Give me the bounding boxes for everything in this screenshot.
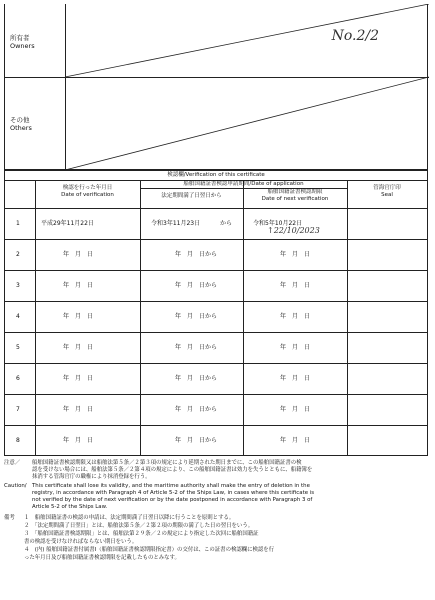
caution-label: Caution/ <box>4 483 27 489</box>
verification-date: 年 月 日 <box>63 251 94 258</box>
caution-line-3: not verified by the date of next verification or by the date postponed in accordance with Paragraph 3 of <box>32 497 313 503</box>
caution-line-2: registry, in accordance with Paragraph 4 of Article 5-2 of the Ships Law, in cases where this certificate is <box>32 490 315 496</box>
caution-line-1: This certificate shall lose its validity, and the maritime authority shall make the entry of deletion in the <box>32 483 310 489</box>
caution-line-4: Article 5-2 of the Ships Law. <box>32 504 108 510</box>
remark-line-1: １ 船舶国籍証書の検認の申請は、法定期間満了日翌日以降に行うことを原則とする。 <box>24 515 235 521</box>
verification-date: 年 月 日 <box>63 437 94 444</box>
owners-label <box>10 34 35 50</box>
application-from-date: 年 月 日から <box>175 344 218 351</box>
row-number: 4 <box>16 313 20 320</box>
header-from: 法定期間満了日翌日から <box>161 193 222 199</box>
verification-date: 年 月 日 <box>63 344 94 351</box>
next-verification-date: 年 月 日 <box>280 406 311 413</box>
others-label-en: Others <box>10 124 32 132</box>
table-row <box>5 363 427 395</box>
handwritten-page-number: No.2/2 <box>331 28 379 44</box>
application-from-date: 年 月 日から <box>175 406 218 413</box>
header-to-ja: 船舶国籍証書検認期限 <box>267 189 323 195</box>
table-row <box>5 208 427 240</box>
header-seal-ja: 管海官庁印 <box>373 185 401 191</box>
owners-label-en: Owners <box>10 42 35 50</box>
remark-line-3a: ３ 「船舶国籍証書検認期限」とは、船舶法第２９条／２の規定により指定した次回に船舶国籍証 <box>24 531 259 537</box>
header-seal-en: Seal <box>381 192 393 198</box>
remarks-label: 備考 <box>4 515 15 521</box>
header-application: 船舶国籍証書検認申請期間/Date of application <box>140 181 347 189</box>
verification-date: 年 月 日 <box>63 282 94 289</box>
note-line-2: 認を受けない場合には、船舶法第５条／２第４項の規定により、この船舶国籍証書は効力を失うとともに、船籍簿を <box>32 467 313 473</box>
next-verification-date: 年 月 日 <box>280 313 311 320</box>
table-row <box>5 239 427 271</box>
note-line-1: 船舶国籍証書検認期限又は船舶法第５条／２第３項の規定により延期された期日までに、この船舶国籍証書の検 <box>32 460 302 466</box>
header-date-en: Date of verification <box>61 192 114 198</box>
application-from-date: 年 月 日から <box>175 251 218 258</box>
table-row <box>5 394 427 426</box>
application-from-date: 年 月 日から <box>175 437 218 444</box>
verification-title: 検認欄/Verification of this certificate <box>5 171 427 181</box>
table-row <box>5 301 427 333</box>
next-verification-date: 年 月 日 <box>280 375 311 382</box>
next-verification-date: 年 月 日 <box>280 437 311 444</box>
next-verification-date: 年 月 日 <box>280 344 311 351</box>
remark-line-2: ２ 「法定期間満了日翌日」とは、船舶法第５条／２第２項の期限の満了した日の翌日をいう。 <box>24 523 254 529</box>
application-from-date: 年 月 日から <box>175 313 218 320</box>
next-verification-date: 年 月 日 <box>280 251 311 258</box>
header-next-verification <box>243 189 347 203</box>
row-number: 1 <box>16 220 20 227</box>
row-number: 6 <box>16 375 20 382</box>
next-verification-date: 年 月 日 <box>280 282 311 289</box>
header-to-en: Date of next verification <box>261 196 329 202</box>
application-from-date: 年 月 日から <box>175 375 218 382</box>
next-verification-date: 令和5年10月22日 <box>253 220 303 227</box>
remark-line-3b: 書の検認を受けなければならない期日をいう。 <box>24 539 138 545</box>
verification-date: 年 月 日 <box>63 375 94 382</box>
header-date-of-verification <box>35 185 140 199</box>
handwritten-next-date: ↑22/10/2023 <box>267 226 320 235</box>
table-row <box>5 425 427 457</box>
others-diagonal <box>65 77 429 170</box>
table-row <box>5 332 427 364</box>
row-number: 7 <box>16 406 20 413</box>
note-label: 注意／ <box>4 460 21 466</box>
verification-date: 年 月 日 <box>63 313 94 320</box>
row-number: 8 <box>16 437 20 444</box>
application-from-suffix: から <box>220 220 233 227</box>
verification-table <box>4 170 428 456</box>
owners-others-box <box>4 4 428 170</box>
verification-date: 年 月 日 <box>63 406 94 413</box>
verification-date: 平成29年11月22日 <box>41 220 94 227</box>
header-date-ja: 検認を行った年月日 <box>62 185 113 191</box>
remark-line-4a: ４ (内) 船舶国籍証書付属書Ⅰ（船舶国籍証書検認期限指定書）の交付は、この証書の検認欄に検認を行 <box>24 547 275 553</box>
note-line-3: 抹消する管海官庁の職権により抹消登録を行う。 <box>32 474 151 480</box>
row-number: 3 <box>16 282 20 289</box>
others-label-ja: その他 <box>10 116 30 124</box>
remark-line-4b: った年月日及び船舶国籍証書検認期限を記載したものとみなす。 <box>24 555 180 561</box>
row-number: 5 <box>16 344 20 351</box>
owners-label-ja: 所有者 <box>10 34 30 42</box>
header-seal <box>347 185 427 199</box>
others-label <box>10 116 32 132</box>
row-number: 2 <box>16 251 20 258</box>
table-row <box>5 270 427 302</box>
application-from-date: 年 月 日から <box>175 282 218 289</box>
application-from-date: 令和3年11月23日 <box>151 220 201 227</box>
